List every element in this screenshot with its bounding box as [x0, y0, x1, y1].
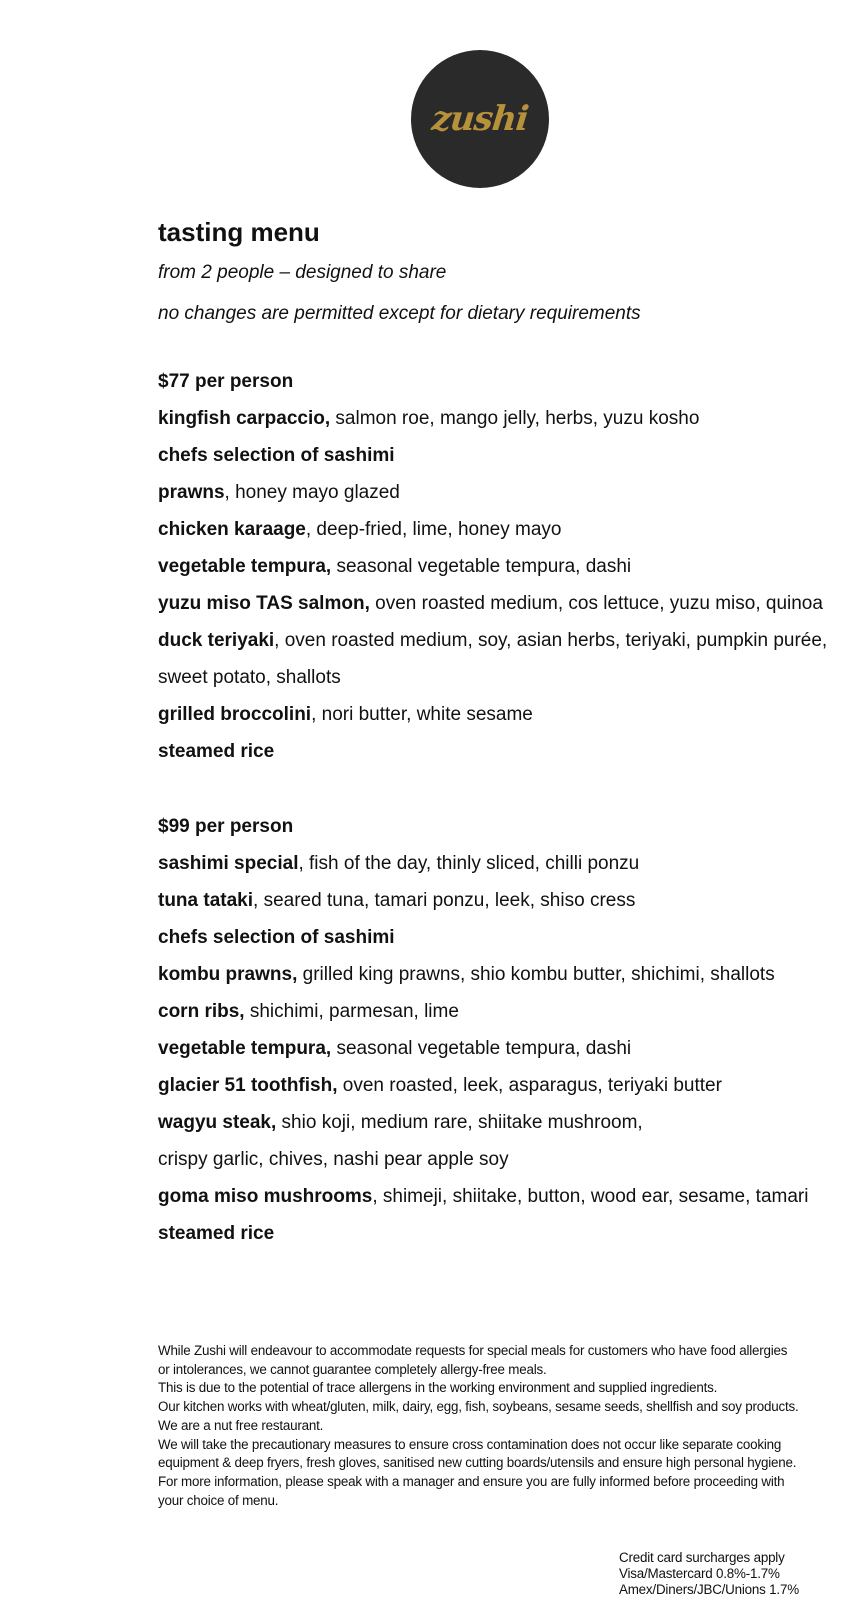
menu-item	[158, 696, 848, 733]
dish-name: chicken karaage	[158, 519, 306, 540]
disclaimer-line: This is due to the potential of trace allergens in the working environment and supplied ingredients.	[158, 1380, 718, 1396]
dish-description: shio koji, medium rare, shiitake mushroom,	[276, 1112, 643, 1133]
dish-description: , seared tuna, tamari ponzu, leek, shiso cress	[253, 890, 636, 911]
menu-item	[158, 474, 848, 511]
menu-item	[158, 1178, 848, 1215]
allergy-disclaimer	[158, 1342, 838, 1510]
dish-name: kombu prawns,	[158, 964, 298, 985]
menu-section-77	[158, 363, 848, 770]
dish-description: shichimi, parmesan, lime	[244, 1001, 459, 1022]
menu-item	[158, 400, 848, 437]
disclaimer-line: We will take the precautionary measures to ensure cross contamination does not occur like separate cooking	[158, 1436, 782, 1452]
dish-name: steamed rice	[158, 1223, 275, 1244]
menu-items-list	[158, 845, 848, 1252]
dish-description: , nori butter, white sesame	[311, 704, 533, 725]
surcharge-line: Credit card surcharges apply	[619, 1550, 785, 1565]
dish-name: glacier 51 toothfish,	[158, 1075, 338, 1096]
menu-item	[158, 1104, 848, 1141]
menu-item	[158, 659, 848, 696]
dish-name: yuzu miso TAS salmon,	[158, 593, 370, 614]
dish-description: , honey mayo glazed	[224, 482, 400, 503]
dish-name: kingfish carpaccio,	[158, 408, 331, 429]
dish-name: tuna tataki	[158, 890, 254, 911]
menu-item	[158, 585, 848, 622]
dish-name: vegetable tempura,	[158, 556, 332, 577]
menu-item	[158, 1067, 848, 1104]
menu-item	[158, 1215, 848, 1252]
page-title: tasting menu	[158, 217, 320, 247]
menu-item	[158, 956, 848, 993]
disclaimer-line: Our kitchen works with wheat/gluten, milk, dairy, egg, fish, soybeans, sesame seeds, shellfish and soy products.	[158, 1399, 799, 1415]
zushi-logo	[411, 50, 549, 188]
menu-item	[158, 733, 848, 770]
menu-item	[158, 882, 848, 919]
dish-name: steamed rice	[158, 741, 275, 762]
dish-description: salmon roe, mango jelly, herbs, yuzu kosho	[330, 408, 700, 429]
disclaimer-line: We are a nut free restaurant.	[158, 1417, 324, 1433]
disclaimer-line: While Zushi will endeavour to accommodate requests for special meals for customers who have food allergies	[158, 1343, 788, 1358]
dish-name: goma miso mushrooms	[158, 1186, 373, 1207]
subtitle-no-changes: no changes are permitted except for dietary requirements	[158, 303, 641, 324]
dish-description: , fish of the day, thinly sliced, chilli ponzu	[298, 853, 640, 874]
dish-name: vegetable tempura,	[158, 1038, 332, 1059]
dish-description: , shimeji, shiitake, button, wood ear, sesame, tamari	[372, 1186, 809, 1207]
menu-item	[158, 845, 848, 882]
dish-description: oven roasted, leek, asparagus, teriyaki butter	[337, 1075, 722, 1096]
dish-name: chefs selection of sashimi	[158, 927, 395, 948]
menu-item	[158, 993, 848, 1030]
menu-item	[158, 511, 848, 548]
dish-description: seasonal vegetable tempura, dashi	[331, 1038, 632, 1059]
dish-name: chefs selection of sashimi	[158, 445, 395, 466]
dish-description: seasonal vegetable tempura, dashi	[331, 556, 632, 577]
dish-name: grilled broccolini	[158, 704, 312, 725]
menu-items-list	[158, 400, 848, 770]
disclaimer-line: For more information, please speak with a manager and ensure you are fully informed before proceeding with	[158, 1473, 785, 1489]
dish-name: wagyu steak,	[158, 1112, 277, 1133]
surcharge-note	[619, 1550, 799, 1598]
dish-name: corn ribs,	[158, 1001, 245, 1022]
price-heading: $99 per person	[158, 816, 294, 837]
surcharge-line: Visa/Mastercard 0.8%-1.7%	[619, 1566, 780, 1581]
dish-description: sweet potato, shallots	[158, 667, 341, 688]
dish-description: crispy garlic, chives, nashi pear apple soy	[158, 1149, 509, 1170]
dish-name: duck teriyaki	[158, 630, 275, 651]
dish-description: grilled king prawns, shio kombu butter, shichimi, shallots	[297, 964, 775, 985]
price-heading: $77 per person	[158, 371, 294, 392]
dish-name: prawns	[158, 482, 225, 503]
logo-text: zushi	[429, 99, 531, 139]
menu-header	[158, 212, 838, 334]
disclaimer-line: your choice of menu.	[158, 1492, 279, 1508]
disclaimer-line: or intolerances, we cannot guarantee completely allergy-free meals.	[158, 1361, 547, 1377]
subtitle-sharing: from 2 people – designed to share	[158, 262, 447, 283]
disclaimer-line: equipment & deep fryers, fresh gloves, sanitised new cutting boards/utensils and ensure high personal hygiene.	[158, 1455, 797, 1471]
dish-name: sashimi special	[158, 853, 299, 874]
dish-description: oven roasted medium, cos lettuce, yuzu miso, quinoa	[369, 593, 823, 614]
menu-item	[158, 548, 848, 585]
menu-item	[158, 437, 848, 474]
surcharge-line: Amex/Diners/JBC/Unions 1.7%	[619, 1582, 799, 1597]
dish-description: , oven roasted medium, soy, asian herbs, teriyaki, pumpkin purée,	[274, 630, 828, 651]
menu-item	[158, 1030, 848, 1067]
menu-item	[158, 919, 848, 956]
menu-item	[158, 1141, 848, 1178]
menu-section-99	[158, 808, 848, 1252]
menu-item	[158, 622, 848, 659]
dish-description: , deep-fried, lime, honey mayo	[305, 519, 562, 540]
